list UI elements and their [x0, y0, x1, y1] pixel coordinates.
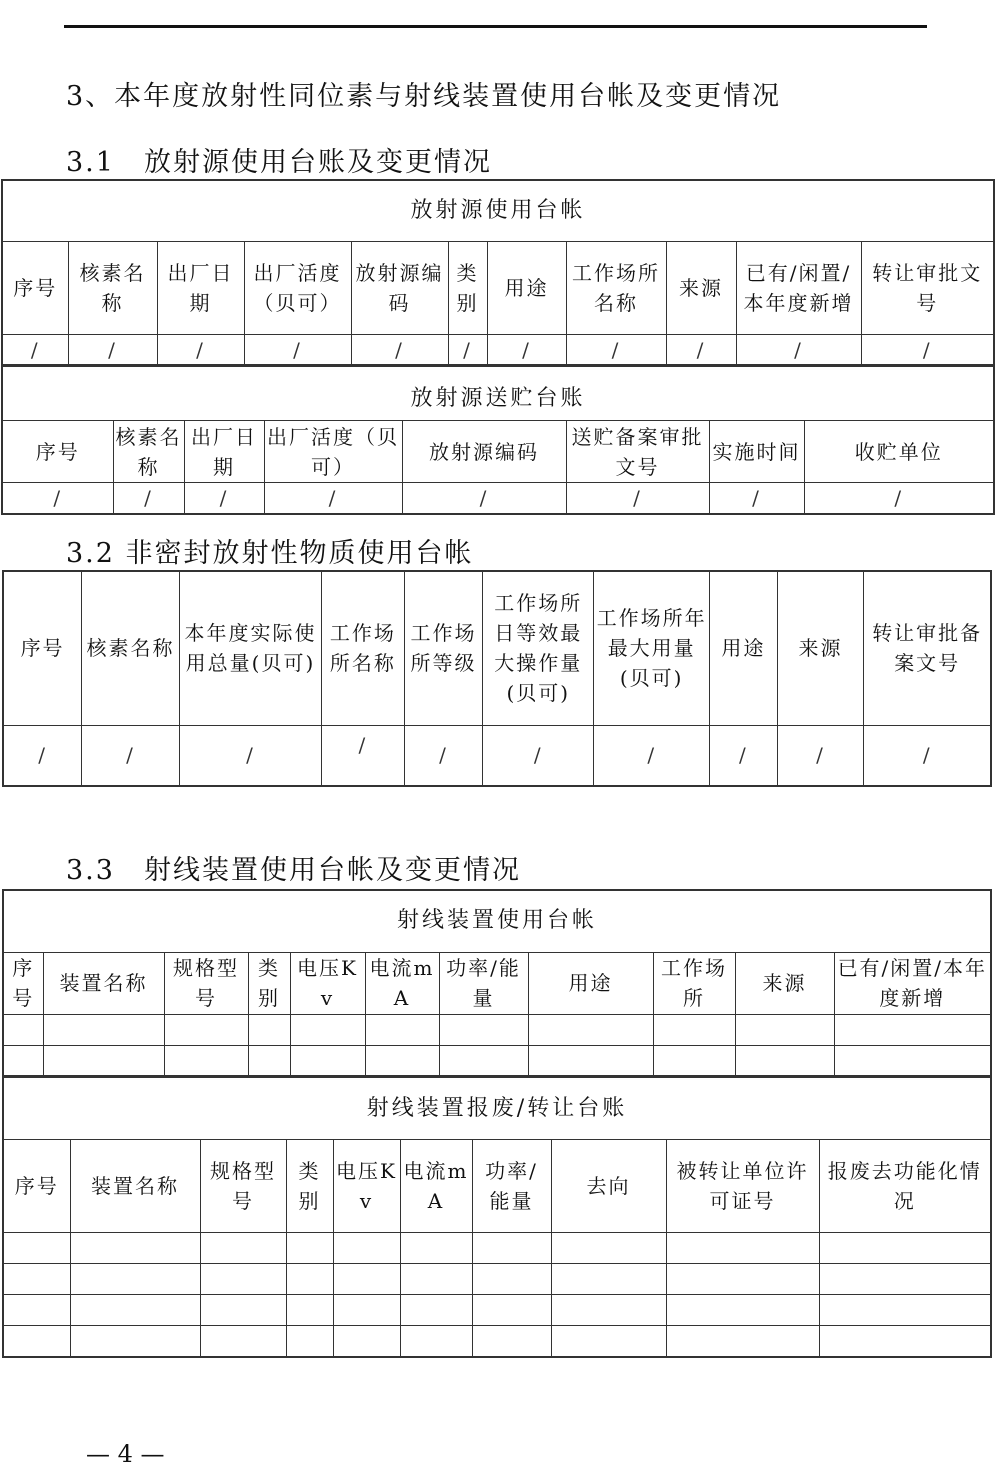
unsealed-material-ledger — [2, 570, 992, 787]
table-cell: / — [864, 725, 991, 786]
table-cell[interactable] — [528, 1045, 653, 1076]
column-header: 转让审批文号 — [861, 241, 994, 334]
table-cell[interactable] — [365, 1045, 439, 1076]
table-cell: / — [2, 483, 113, 515]
table-cell[interactable] — [70, 1295, 200, 1326]
table-cell[interactable] — [551, 1233, 666, 1264]
table-cell[interactable] — [400, 1295, 472, 1326]
table-cell[interactable] — [248, 1045, 290, 1076]
table-cell: / — [804, 483, 994, 515]
table-cell[interactable] — [819, 1264, 991, 1295]
column-header: 来源 — [777, 571, 864, 725]
table-cell[interactable] — [834, 1014, 991, 1045]
column-header: 电流mA — [365, 952, 439, 1014]
table-cell[interactable] — [286, 1295, 333, 1326]
column-header: 实施时间 — [709, 421, 804, 483]
table-title: 射线装置报废/转让台账 — [3, 1078, 991, 1140]
table-row — [3, 725, 991, 786]
column-header: 已有/闲置/本年度新增 — [834, 952, 991, 1014]
table-cell: / — [666, 334, 736, 366]
column-header: 来源 — [666, 241, 736, 334]
page-number: — 4 — — [86, 1440, 165, 1468]
table-cell[interactable] — [400, 1233, 472, 1264]
column-header: 本年度实际使用总量(贝可) — [179, 571, 321, 725]
table-cell[interactable] — [653, 1045, 735, 1076]
table-cell: / — [264, 483, 402, 515]
header-rule — [64, 25, 927, 28]
column-header: 电流mA — [400, 1140, 472, 1233]
table-cell: / — [566, 334, 666, 366]
table-cell[interactable] — [400, 1326, 472, 1357]
table-cell: / — [244, 334, 351, 366]
table-cell: / — [736, 334, 861, 366]
table-cell[interactable] — [666, 1326, 819, 1357]
table-cell[interactable] — [333, 1264, 400, 1295]
table-cell[interactable] — [3, 1326, 70, 1357]
table-cell: / — [566, 483, 709, 515]
table-cell[interactable] — [819, 1295, 991, 1326]
main-heading: 3、本年度放射性同位素与射线装置使用台帐及变更情况 — [66, 81, 782, 112]
table-cell[interactable] — [3, 1045, 43, 1076]
column-header: 去向 — [551, 1140, 666, 1233]
column-header: 功率/能量 — [472, 1140, 551, 1233]
column-header: 类别 — [248, 952, 290, 1014]
column-header: 报废去功能化情况 — [819, 1140, 991, 1233]
table-cell: / — [351, 334, 448, 366]
column-header: 出厂日期 — [184, 421, 264, 483]
table-cell[interactable] — [3, 1233, 70, 1264]
column-header: 规格型号 — [164, 952, 248, 1014]
table-cell[interactable] — [43, 1014, 164, 1045]
table-cell: / — [709, 483, 804, 515]
column-header: 工作场所日等效最大操作量(贝可) — [483, 571, 594, 725]
column-header: 被转让单位许可证号 — [666, 1140, 819, 1233]
column-header: 放射源编码 — [402, 421, 566, 483]
table-cell[interactable] — [290, 1045, 365, 1076]
table-cell[interactable] — [3, 1014, 43, 1045]
table-cell: / — [448, 334, 487, 366]
section-3-2-heading: 3.2 非密封放射性物质使用台帐 — [66, 538, 474, 569]
table-cell[interactable] — [200, 1295, 286, 1326]
column-header: 序号 — [3, 571, 82, 725]
column-header: 转让审批备案文号 — [864, 571, 991, 725]
table-title: 射线装置使用台帐 — [3, 890, 991, 952]
table-cell[interactable] — [666, 1295, 819, 1326]
section-3-1-heading: 3.1 放射源使用台账及变更情况 — [66, 147, 492, 178]
table-cell[interactable] — [666, 1264, 819, 1295]
table-cell: / — [68, 334, 157, 366]
table-cell: / — [157, 334, 244, 366]
table-cell: / — [3, 725, 82, 786]
column-header: 用途 — [487, 241, 566, 334]
column-header: 序号 — [3, 952, 43, 1014]
table-row — [3, 1045, 991, 1076]
table-header-row — [2, 421, 994, 483]
column-header: 工作场所名称 — [566, 241, 666, 334]
table-cell[interactable] — [3, 1295, 70, 1326]
column-header: 工作场所 — [653, 952, 735, 1014]
table-cell[interactable] — [70, 1326, 200, 1357]
column-header: 序号 — [2, 421, 113, 483]
table-header-row — [3, 1140, 991, 1233]
column-header: 已有/闲置/本年度新增 — [736, 241, 861, 334]
table-cell: / — [113, 483, 184, 515]
table-title: 放射源使用台帐 — [2, 180, 994, 241]
table-cell[interactable] — [551, 1295, 666, 1326]
column-header: 工作场所等级 — [404, 571, 483, 725]
table-cell: / — [710, 725, 778, 786]
table-cell[interactable] — [834, 1045, 991, 1076]
table-cell[interactable] — [653, 1014, 735, 1045]
column-header: 出厂活度（贝可） — [264, 421, 402, 483]
table-cell[interactable] — [290, 1014, 365, 1045]
sealed-source-usage-ledger — [1, 179, 995, 367]
table-cell: / — [777, 725, 864, 786]
table-cell: / — [594, 725, 710, 786]
table-cell[interactable] — [735, 1045, 834, 1076]
table-cell[interactable] — [439, 1045, 528, 1076]
table-row — [3, 1326, 991, 1357]
table-cell[interactable] — [551, 1264, 666, 1295]
column-header: 电压Kv — [290, 952, 365, 1014]
table-cell[interactable] — [472, 1295, 551, 1326]
column-header: 类别 — [286, 1140, 333, 1233]
table-cell: / — [184, 483, 264, 515]
table-cell[interactable] — [286, 1264, 333, 1295]
table-row — [2, 334, 994, 366]
table-cell[interactable] — [819, 1326, 991, 1357]
column-header: 序号 — [3, 1140, 70, 1233]
table-cell[interactable] — [200, 1264, 286, 1295]
table-cell[interactable] — [200, 1233, 286, 1264]
table-cell: / — [861, 334, 994, 366]
table-cell[interactable] — [472, 1233, 551, 1264]
table-cell: / — [179, 725, 321, 786]
table-cell: / — [2, 334, 68, 366]
table-cell[interactable] — [200, 1326, 286, 1357]
table-cell[interactable] — [365, 1014, 439, 1045]
table-cell: / — [322, 725, 405, 786]
table-cell: / — [487, 334, 566, 366]
column-header: 来源 — [735, 952, 834, 1014]
table-cell: / — [82, 725, 180, 786]
table-cell[interactable] — [3, 1264, 70, 1295]
table-cell[interactable] — [735, 1014, 834, 1045]
table-cell[interactable] — [164, 1045, 248, 1076]
table-row — [2, 483, 994, 515]
column-header: 序号 — [2, 241, 68, 334]
table-title: 放射源送贮台账 — [2, 365, 994, 421]
column-header: 类别 — [448, 241, 487, 334]
table-header-row — [3, 571, 991, 725]
table-cell[interactable] — [164, 1014, 248, 1045]
table-cell[interactable] — [286, 1233, 333, 1264]
table-cell[interactable] — [472, 1264, 551, 1295]
ray-device-usage-ledger — [2, 889, 992, 1077]
column-header: 装置名称 — [43, 952, 164, 1014]
table-cell: / — [483, 725, 594, 786]
column-header: 放射源编码 — [351, 241, 448, 334]
table-cell[interactable] — [333, 1295, 400, 1326]
table-cell[interactable] — [666, 1233, 819, 1264]
table-cell[interactable] — [819, 1233, 991, 1264]
table-cell: / — [404, 725, 483, 786]
table-row — [3, 1264, 991, 1295]
column-header: 用途 — [710, 571, 778, 725]
table-cell[interactable] — [70, 1233, 200, 1264]
table-cell[interactable] — [333, 1233, 400, 1264]
table-row — [3, 1295, 991, 1326]
table-cell[interactable] — [248, 1014, 290, 1045]
table-cell[interactable] — [286, 1326, 333, 1357]
column-header: 装置名称 — [70, 1140, 200, 1233]
column-header: 用途 — [528, 952, 653, 1014]
table-cell[interactable] — [43, 1045, 164, 1076]
column-header: 功率/能量 — [439, 952, 528, 1014]
table-cell[interactable] — [70, 1264, 200, 1295]
column-header: 收贮单位 — [804, 421, 994, 483]
table-header-row — [2, 241, 994, 334]
table-cell[interactable] — [551, 1326, 666, 1357]
column-header: 送贮备案审批文号 — [566, 421, 709, 483]
column-header: 核素名称 — [68, 241, 157, 334]
column-header: 规格型号 — [200, 1140, 286, 1233]
column-header: 出厂日期 — [157, 241, 244, 334]
column-header: 电压Kv — [333, 1140, 400, 1233]
table-cell: / — [402, 483, 566, 515]
table-row — [3, 1014, 991, 1045]
table-row — [3, 1233, 991, 1264]
table-cell[interactable] — [528, 1014, 653, 1045]
table-cell[interactable] — [472, 1326, 551, 1357]
section-3-3-heading: 3.3 射线装置使用台帐及变更情况 — [66, 855, 521, 886]
table-header-row — [3, 952, 991, 1014]
sealed-source-disposal-ledger — [1, 364, 995, 515]
column-header: 工作场所名称 — [322, 571, 405, 725]
column-header: 核素名称 — [113, 421, 184, 483]
table-cell[interactable] — [333, 1326, 400, 1357]
column-header: 出厂活度（贝可） — [244, 241, 351, 334]
column-header: 核素名称 — [82, 571, 180, 725]
column-header: 工作场所年最大用量(贝可) — [594, 571, 710, 725]
table-cell[interactable] — [400, 1264, 472, 1295]
table-cell[interactable] — [439, 1014, 528, 1045]
ray-device-scrap-transfer-ledger — [2, 1077, 992, 1358]
